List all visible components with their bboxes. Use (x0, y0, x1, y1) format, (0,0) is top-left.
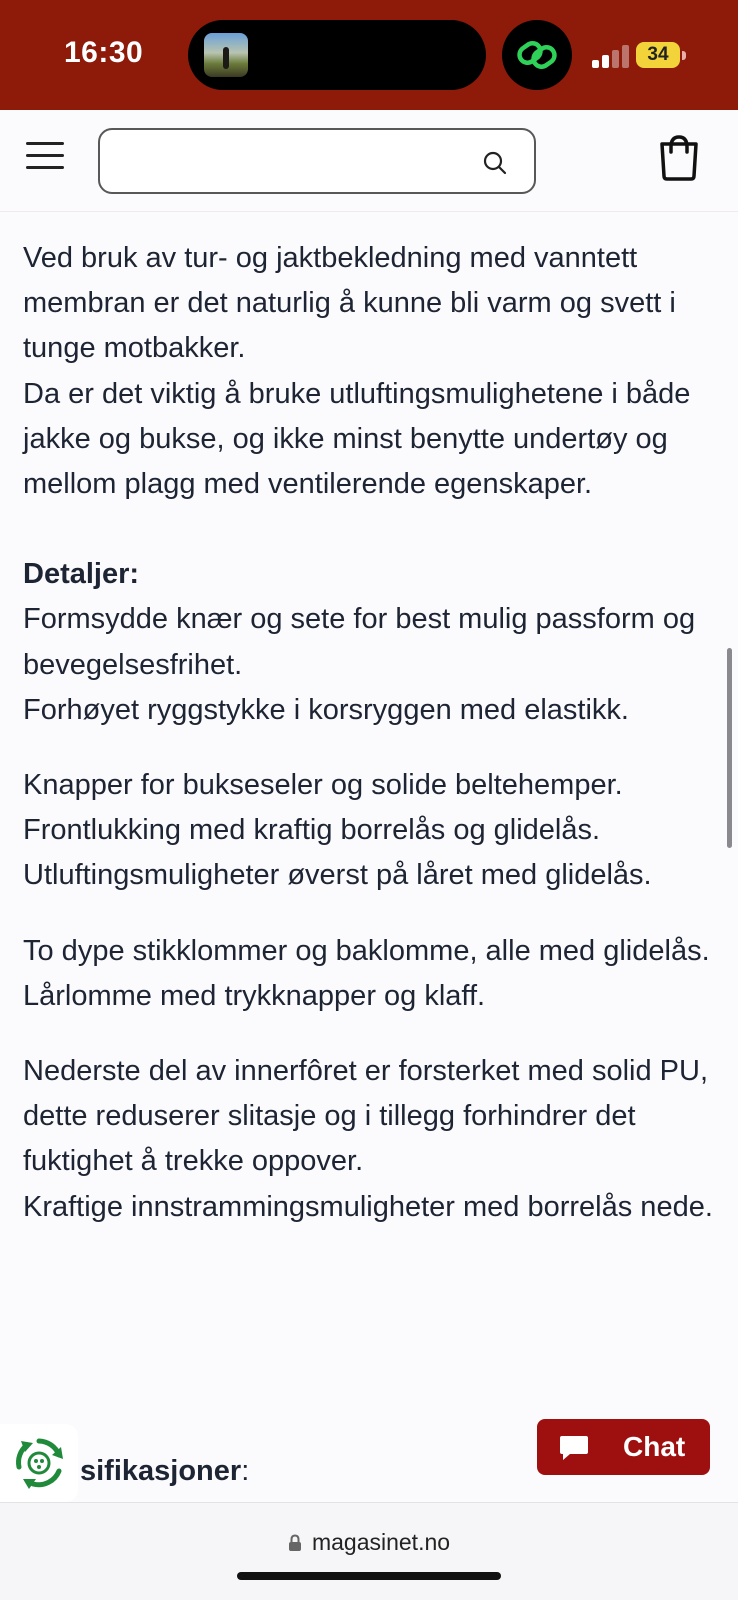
address-display[interactable] (0, 1529, 738, 1556)
now-playing-thumbnail (204, 33, 248, 77)
paragraph: Ved bruk av tur- og jaktbekledning med vanntett membran er det naturlig å kunne bli varm og svett i tunge motbakker. (23, 242, 676, 365)
search-icon[interactable] (482, 150, 508, 176)
shopping-bag-icon[interactable] (656, 132, 702, 182)
search-box[interactable] (98, 128, 536, 194)
lock-icon (288, 1534, 302, 1552)
list-item: Forhøyet ryggstykke i korsryggen med elastikk. (23, 693, 629, 726)
list-item: Utluftingsmuligheter øverst på låret med glidelås. (23, 859, 652, 892)
site-header (0, 110, 738, 212)
recycle-icon (11, 1435, 67, 1491)
link-activity-icon[interactable] (502, 20, 572, 90)
home-indicator[interactable] (237, 1572, 501, 1580)
hamburger-menu-icon[interactable] (26, 140, 64, 170)
chain-link-icon (515, 33, 559, 77)
paragraph: Da er det viktig å bruke utluftingsmulighetene i både jakke og bukse, og ikke minst benytte undertøy og mellom plagg med ventilerende egenskaper. (23, 377, 691, 501)
status-bar (0, 0, 738, 110)
product-description (23, 236, 723, 1230)
url-text: magasinet.no (311, 1529, 451, 1555)
chat-button[interactable] (537, 1419, 710, 1475)
search-input[interactable] (116, 142, 456, 180)
battery-level: 34 (636, 42, 680, 68)
recycle-badge[interactable] (0, 1424, 78, 1502)
specifications-heading: sifikasjoner: (80, 1455, 250, 1487)
page-scrollbar[interactable] (727, 648, 732, 848)
list-item: Formsydde knær og sete for best mulig passform og bevegelsesfrihet. (23, 603, 696, 681)
list-item: Knapper for bukseseler og solide beltehemper. (23, 769, 623, 802)
list-item: Nederste del av innerfôret er forsterket med solid PU, dette reduserer slitasje og i tillegg forhindrer det fuktighet å trekke oppover. (23, 1055, 709, 1178)
cellular-signal-icon (592, 44, 632, 68)
chat-label: Chat (623, 1431, 686, 1462)
details-heading: Detaljer: (23, 558, 140, 591)
list-item: Kraftige innstrammingsmuligheter med borrelås nede. (23, 1190, 713, 1223)
list-item: Frontlukking med kraftig borrelås og glidelås. (23, 814, 601, 847)
browser-url-bar[interactable] (0, 1502, 738, 1600)
dynamic-island[interactable] (188, 20, 486, 90)
battery-icon (636, 42, 686, 70)
status-time: 16:30 (64, 36, 144, 69)
list-item: To dype stikklommer og baklomme, alle med glidelås. (23, 934, 710, 967)
list-item: Lårlomme med trykknapper og klaff. (23, 979, 486, 1012)
chat-bubble-icon (559, 1434, 589, 1462)
